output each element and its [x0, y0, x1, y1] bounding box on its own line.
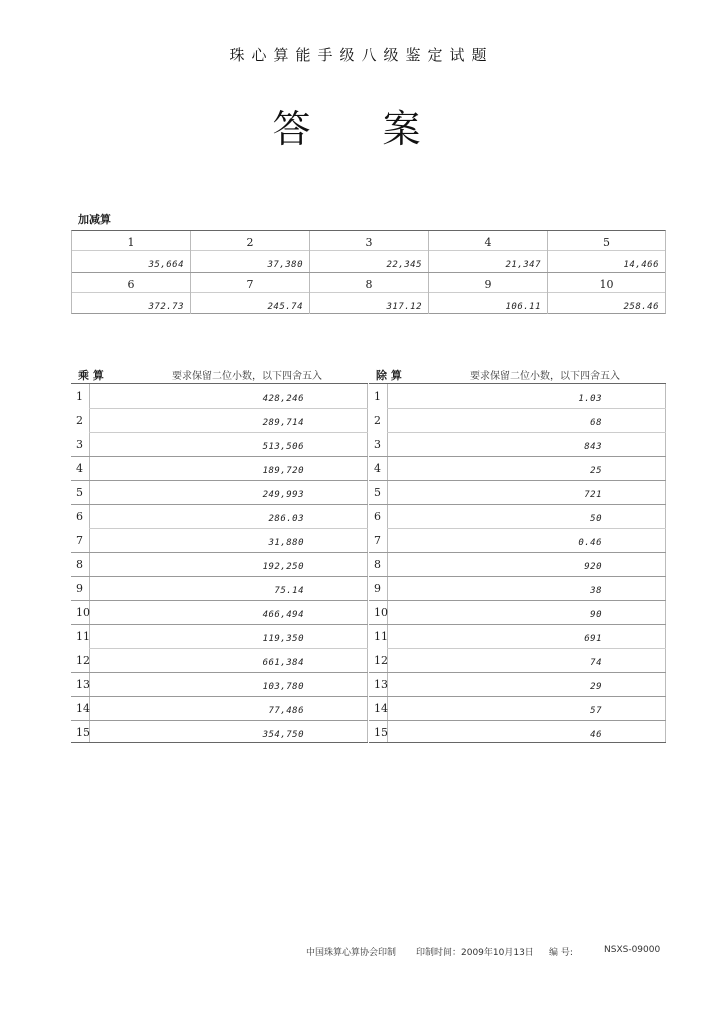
table-row: [369, 384, 666, 408]
answer-value: 513,506: [262, 442, 304, 452]
multiplication-answer-table: [71, 383, 368, 743]
table-row: [71, 648, 368, 672]
question-number: 6: [76, 510, 83, 523]
table-row: [369, 648, 666, 672]
division-rounding-note: 要求保留二位小数，以下四舍五入: [470, 371, 620, 382]
answer-value: 119,350: [262, 634, 304, 644]
table-row: [71, 384, 368, 408]
footer-org: 中国珠算心算协会印制: [306, 948, 397, 958]
question-number: 4: [484, 236, 492, 249]
exam-title: 珠心算能手级八级鉴定试题: [229, 46, 494, 64]
table-row: [369, 528, 666, 552]
question-number: 14: [374, 702, 388, 715]
division-answer-table: [369, 383, 666, 743]
question-number: 7: [246, 278, 254, 291]
addition-cell: [191, 273, 310, 314]
question-number: 10: [76, 606, 90, 619]
answer-value: 14,466: [623, 260, 659, 270]
table-row: [369, 408, 666, 432]
addition-cell: [191, 231, 310, 272]
answer-value: 25: [590, 466, 602, 476]
table-row: [369, 672, 666, 696]
answer-value: 317.12: [386, 302, 422, 312]
question-number: 13: [374, 678, 388, 691]
question-number: 13: [76, 678, 90, 691]
question-number: 4: [76, 462, 83, 475]
multiplication-section-label: 乘 算: [78, 369, 104, 382]
question-number: 5: [374, 486, 381, 499]
addition-section-label: 加减算: [78, 213, 111, 226]
answer-value: 1.03: [578, 394, 602, 404]
answer-value: 466,494: [262, 610, 304, 620]
question-number: 9: [374, 582, 381, 595]
answer-value: 31,880: [268, 538, 304, 548]
table-row: [71, 480, 368, 504]
answer-value: 372.73: [148, 302, 184, 312]
question-number: 1: [76, 390, 83, 403]
question-number: 9: [484, 278, 492, 291]
question-number: 8: [365, 278, 373, 291]
table-row: [369, 720, 666, 744]
table-row: [369, 696, 666, 720]
table-row: [369, 552, 666, 576]
answer-value: 920: [584, 562, 602, 572]
table-row: [71, 624, 368, 648]
table-row: [369, 600, 666, 624]
answer-value: 75.14: [274, 586, 304, 596]
table-row: [71, 600, 368, 624]
footer-code-label: 编 号:: [549, 948, 573, 958]
table-row: [369, 504, 666, 528]
question-number: 1: [127, 236, 135, 249]
question-number: 15: [76, 726, 90, 739]
question-number: 5: [603, 236, 610, 249]
table-row: [369, 624, 666, 648]
multiplication-rounding-note: 要求保留二位小数，以下四舍五入: [172, 371, 322, 382]
addition-cell: [548, 273, 665, 314]
question-number: 8: [76, 558, 83, 571]
question-number: 4: [374, 462, 381, 475]
question-number: 2: [374, 414, 381, 427]
addition-cell: [72, 231, 191, 272]
answer-value: 286.03: [268, 514, 304, 524]
table-row: [71, 720, 368, 744]
question-number: 3: [365, 236, 373, 249]
table-row: [369, 576, 666, 600]
addition-answer-table: [71, 230, 666, 314]
answer-value: 35,664: [148, 260, 184, 270]
table-row: [71, 408, 368, 432]
answer-value: 29: [590, 682, 602, 692]
division-section-label: 除 算: [376, 369, 402, 382]
question-number: 2: [246, 236, 254, 249]
answer-value: 428,246: [262, 394, 304, 404]
question-number: 6: [127, 278, 135, 291]
question-number: 14: [76, 702, 90, 715]
answer-value: 192,250: [262, 562, 304, 572]
answer-value: 289,714: [262, 418, 304, 428]
question-number: 6: [374, 510, 381, 523]
table-row: [71, 456, 368, 480]
addition-cell: [429, 231, 548, 272]
answer-value: 77,486: [268, 706, 304, 716]
answer-heading: 答 案: [272, 107, 451, 151]
answer-value: 354,750: [262, 730, 304, 740]
answer-value: 249,993: [262, 490, 304, 500]
answer-value: 721: [584, 490, 602, 500]
question-number: 12: [374, 654, 388, 667]
question-number: 7: [374, 534, 381, 547]
answer-value: 50: [590, 514, 602, 524]
addition-cell: [310, 273, 429, 314]
table-row: [71, 672, 368, 696]
answer-value: 691: [584, 634, 602, 644]
answer-value: 57: [590, 706, 602, 716]
table-row: [369, 480, 666, 504]
table-row: [71, 504, 368, 528]
answer-value: 106.11: [505, 302, 541, 312]
table-row: [369, 432, 666, 456]
question-number: 5: [76, 486, 83, 499]
answer-value: 0.46: [578, 538, 602, 548]
question-number: 7: [76, 534, 83, 547]
footer-code: NSXS-09000: [604, 945, 661, 955]
question-number: 8: [374, 558, 381, 571]
table-row: [71, 528, 368, 552]
answer-value: 245.74: [267, 302, 303, 312]
question-number: 3: [374, 438, 381, 451]
table-row: [369, 456, 666, 480]
answer-value: 90: [590, 610, 602, 620]
answer-value: 38: [590, 586, 602, 596]
answer-value: 103,780: [262, 682, 304, 692]
table-row: [71, 576, 368, 600]
answer-value: 37,380: [267, 260, 303, 270]
question-number: 11: [374, 630, 388, 643]
answer-value: 68: [590, 418, 602, 428]
question-number: 11: [76, 630, 90, 643]
answer-value: 74: [590, 658, 602, 668]
answer-value: 189,720: [262, 466, 304, 476]
answer-value: 21,347: [505, 260, 541, 270]
table-row: [71, 696, 368, 720]
question-number: 12: [76, 654, 90, 667]
footer-print-time: 印制时间：2009年10月13日: [416, 948, 534, 958]
addition-cell: [548, 231, 665, 272]
table-row: [71, 552, 368, 576]
question-number: 2: [76, 414, 83, 427]
answer-value: 843: [584, 442, 602, 452]
addition-cell: [310, 231, 429, 272]
answer-value: 258.46: [623, 302, 659, 312]
question-number: 3: [76, 438, 83, 451]
addition-cell: [429, 273, 548, 314]
question-number: 10: [374, 606, 388, 619]
table-row: [71, 432, 368, 456]
question-number: 10: [599, 278, 614, 291]
answer-value: 46: [590, 730, 602, 740]
question-number: 9: [76, 582, 83, 595]
question-number: 15: [374, 726, 388, 739]
question-number: 1: [374, 390, 381, 403]
addition-cell: [72, 273, 191, 314]
answer-value: 22,345: [386, 260, 422, 270]
answer-value: 661,384: [262, 658, 304, 668]
